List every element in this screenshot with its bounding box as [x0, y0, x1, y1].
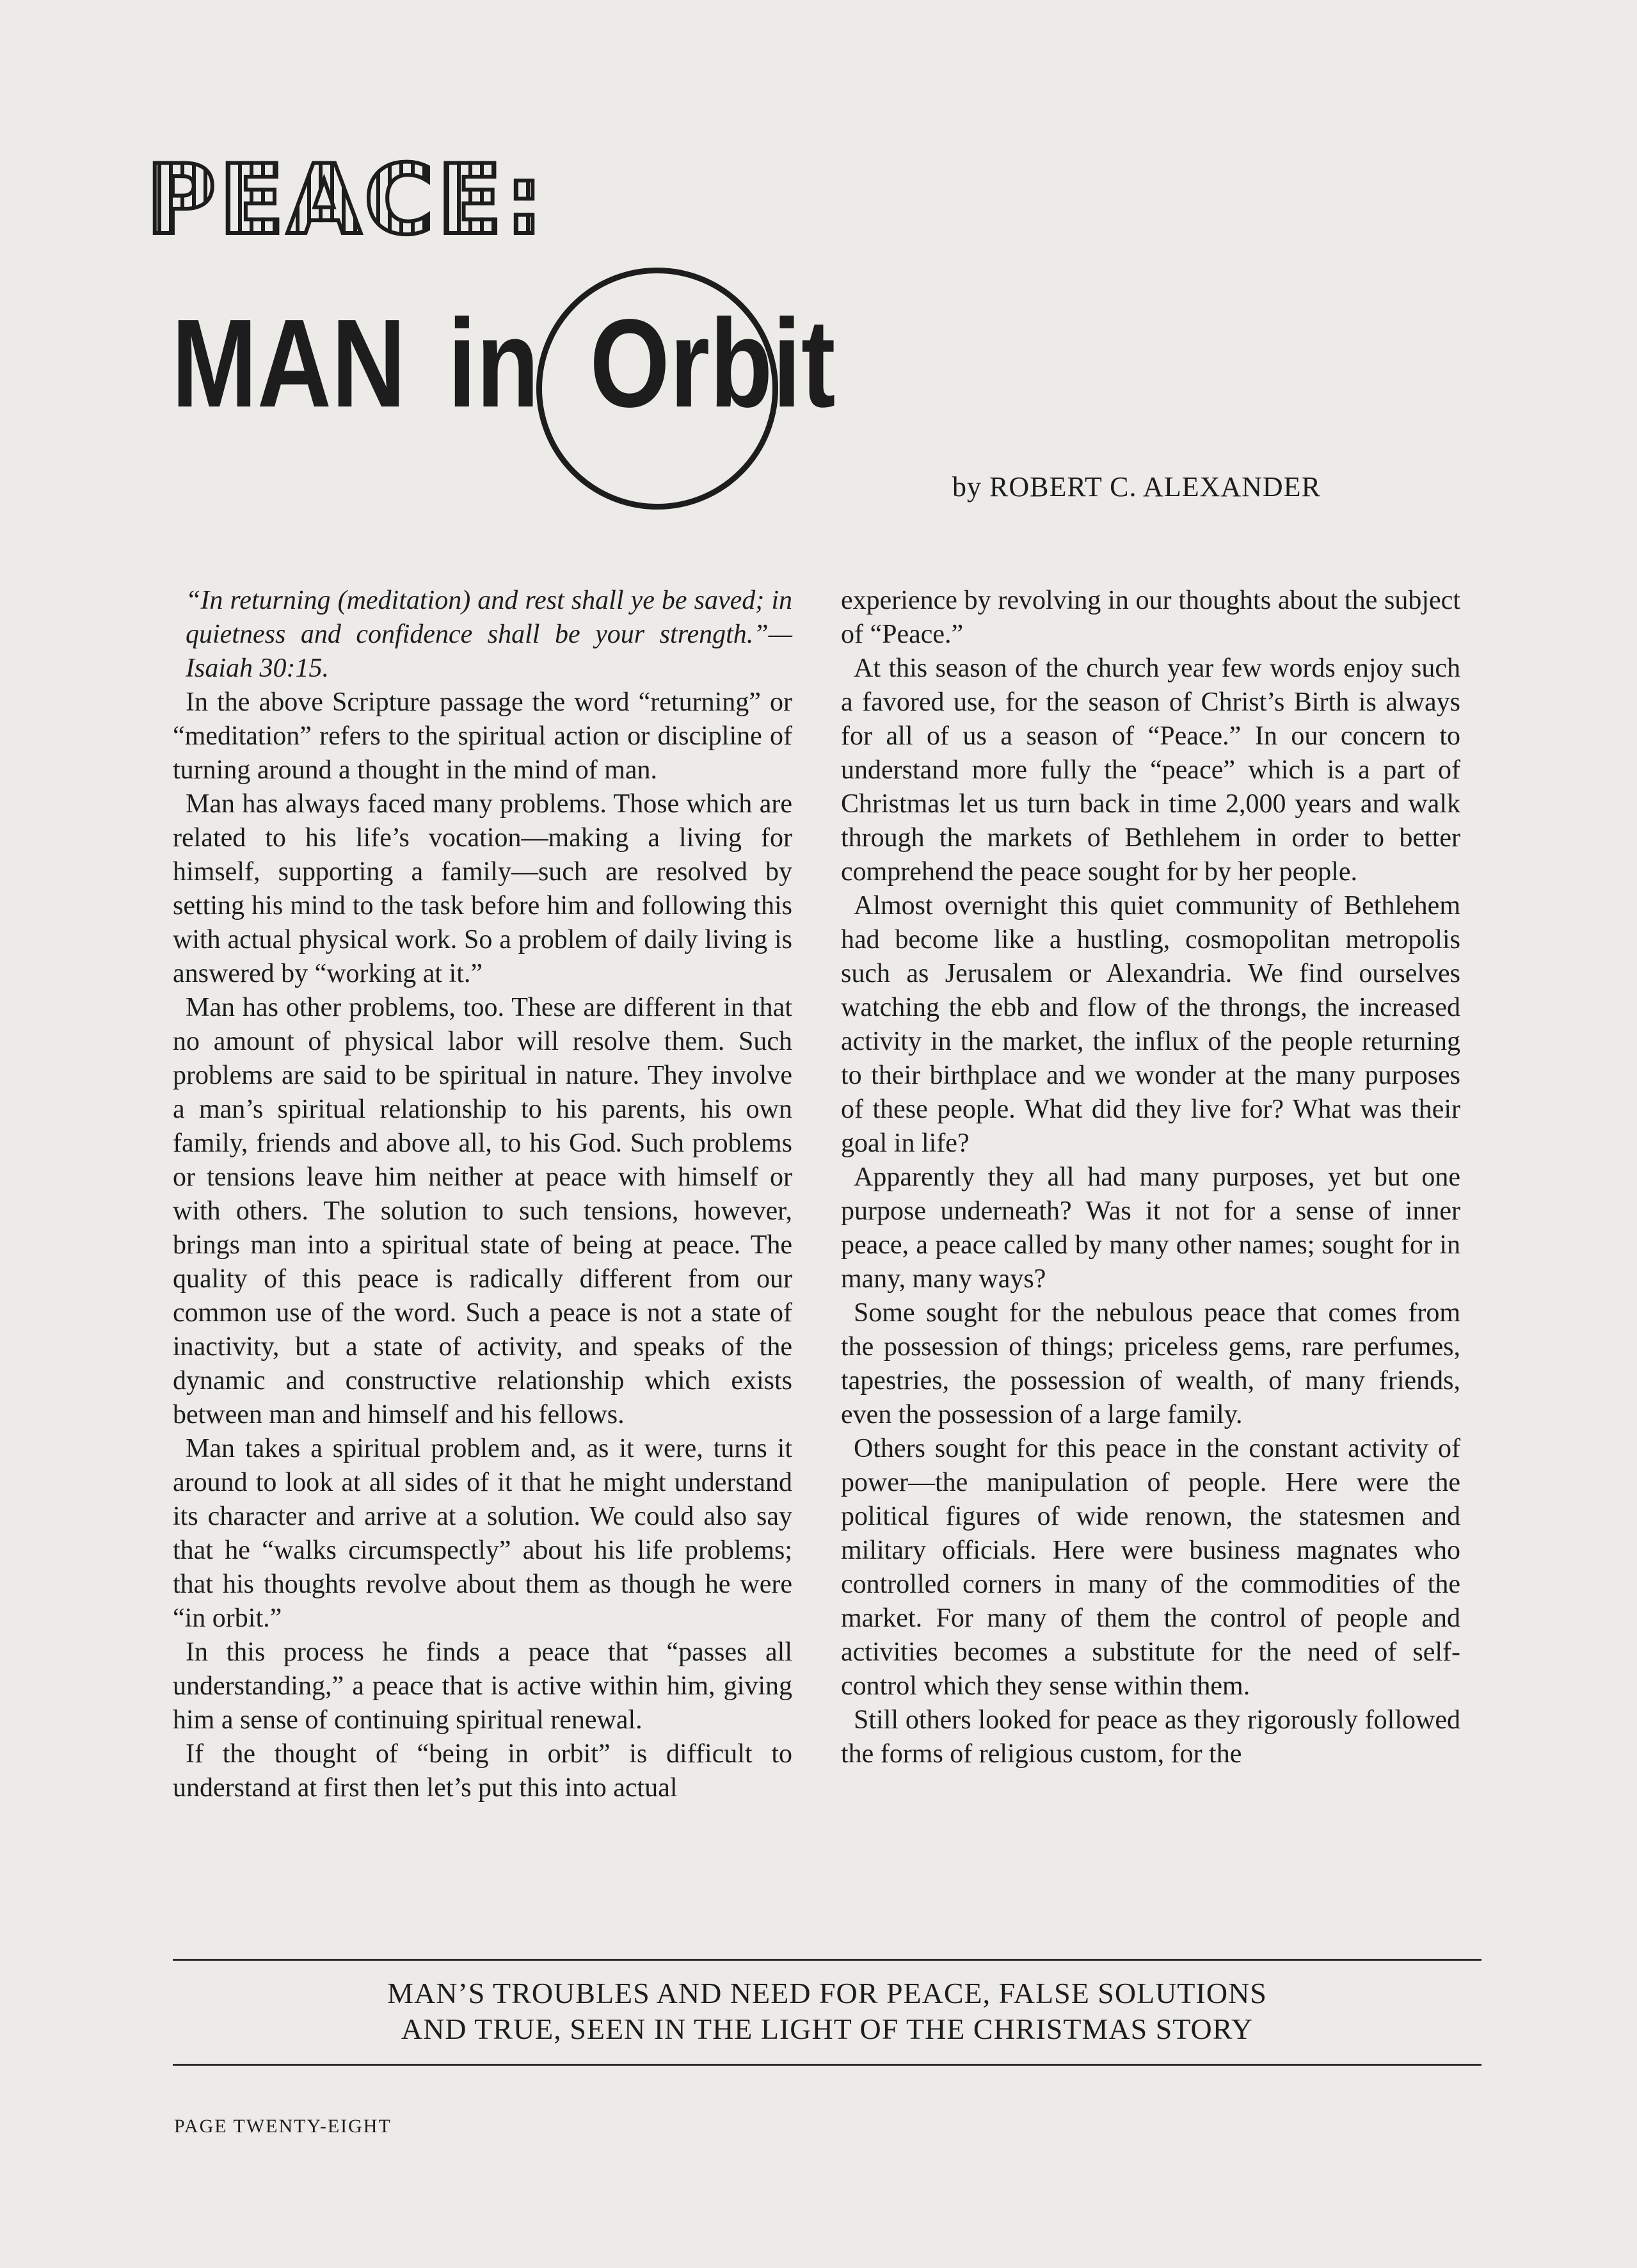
- byline: by ROBERT C. ALEXANDER: [952, 471, 1321, 503]
- orbit-circle-graphic: [536, 268, 778, 510]
- caption: [173, 1975, 1481, 2047]
- paragraph: In the above Scripture passage the word “returning” or “meditation” refers to the spiritual action or discipline of turning around a thought in the mind of man.: [173, 688, 792, 785]
- paragraph: Some sought for the nebulous peace that comes from the possession of things; priceless gems, rare perfumes, tapestries, the possession of wealth, of many friends, even the possession of a large family.: [841, 1298, 1460, 1429]
- title-man: MAN: [172, 293, 406, 433]
- page-number: PAGE TWENTY-EIGHT: [174, 2116, 392, 2137]
- caption-line: MAN’S TROUBLES AND NEED FOR PEACE, FALSE SOLUTIONS: [387, 1977, 1267, 2009]
- paragraph: If the thought of “being in orbit” is difficult to understand at first then let’s put this into actual: [173, 1739, 792, 1803]
- paragraph: Man has always faced many problems. Those which are related to his life’s vocation—making a living for himself, supporting a family—such are resolved by setting his mind to the task before him and following this with actual physical work. So a problem of daily living is answered by “working at it.”: [173, 789, 792, 988]
- title-peace: PEACE:: [146, 145, 547, 256]
- right-column: [841, 584, 1460, 1771]
- caption-top-rule: [173, 1959, 1481, 1961]
- paragraph: Others sought for this peace in the constant activity of power—the manipulation of people. Here were the political figures of wide renown, the statesmen and military officials. Here were business magnates who controlled corners in many of the commodities of the market. For many of them the control of people and activities becomes a substitute for the need of self-control which they sense within them.: [841, 1434, 1460, 1701]
- paragraph: Still others looked for peace as they rigorously followed the forms of religious custom, for the: [841, 1705, 1460, 1769]
- paragraph: Almost overnight this quiet community of Bethlehem had become like a hustling, cosmopolitan metropolis such as Jerusalem or Alexandria. We find ourselves watching the ebb and flow of the throngs, the increased activity in the market, the influx of the people returning to their birthplace and we wonder at the many purposes of these people. What did they live for? What was their goal in life?: [841, 891, 1460, 1158]
- paragraph: At this season of the church year few words enjoy such a favored use, for the season of Christ’s Birth is always for all of us a season of “Peace.” In our concern to understand more fully the “peace” which is a part of Christmas let us turn back in time 2,000 years and walk through the markets of Bethlehem in order to better comprehend the peace sought for by her people.: [841, 654, 1460, 887]
- title-in: in: [447, 293, 539, 433]
- paragraph: Apparently they all had many purposes, yet but one purpose underneath? Was it not for a sense of inner peace, a peace called by many other names; sought for in many, many ways?: [841, 1162, 1460, 1294]
- caption-line: AND TRUE, SEEN IN THE LIGHT OF THE CHRISTMAS STORY: [401, 2013, 1254, 2045]
- paragraph: In this process he finds a peace that “passes all understanding,” a peace that is active within him, giving him a sense of continuing spiritual renewal.: [173, 1637, 792, 1735]
- left-column: [173, 584, 792, 1805]
- paragraph-continued: experience by revolving in our thoughts about the subject of “Peace.”: [841, 586, 1460, 649]
- caption-bottom-rule: [173, 2064, 1481, 2066]
- epigraph: “In returning (meditation) and rest shall ye be saved; in quietness and confidence shall be your strength.”—Isaiah 30:15.: [186, 586, 792, 683]
- paragraph: Man takes a spiritual problem and, as it were, turns it around to look at all sides of it that he might understand its character and arrive at a solution. We could also say that he “walks circumspectly” about his life problems; that his thoughts revolve about them as though he were “in orbit.”: [173, 1434, 792, 1633]
- title-orbit: Orbit: [589, 293, 836, 433]
- paragraph: Man has other problems, too. These are different in that no amount of physical labor will resolve them. Such problems are said to be spiritual in nature. They involve a man’s spiritual relationship to his parents, his own family, friends and above all, to his God. Such problems or tensions leave him neither at peace with himself or with others. The solution to such tensions, however, brings man into a spiritual state of being at peace. The quality of this peace is radically different from our common use of the word. Such a peace is not a state of inactivity, but a state of activity, and speaks of the dynamic and constructive relationship which exists between man and himself and his fellows.: [173, 993, 792, 1429]
